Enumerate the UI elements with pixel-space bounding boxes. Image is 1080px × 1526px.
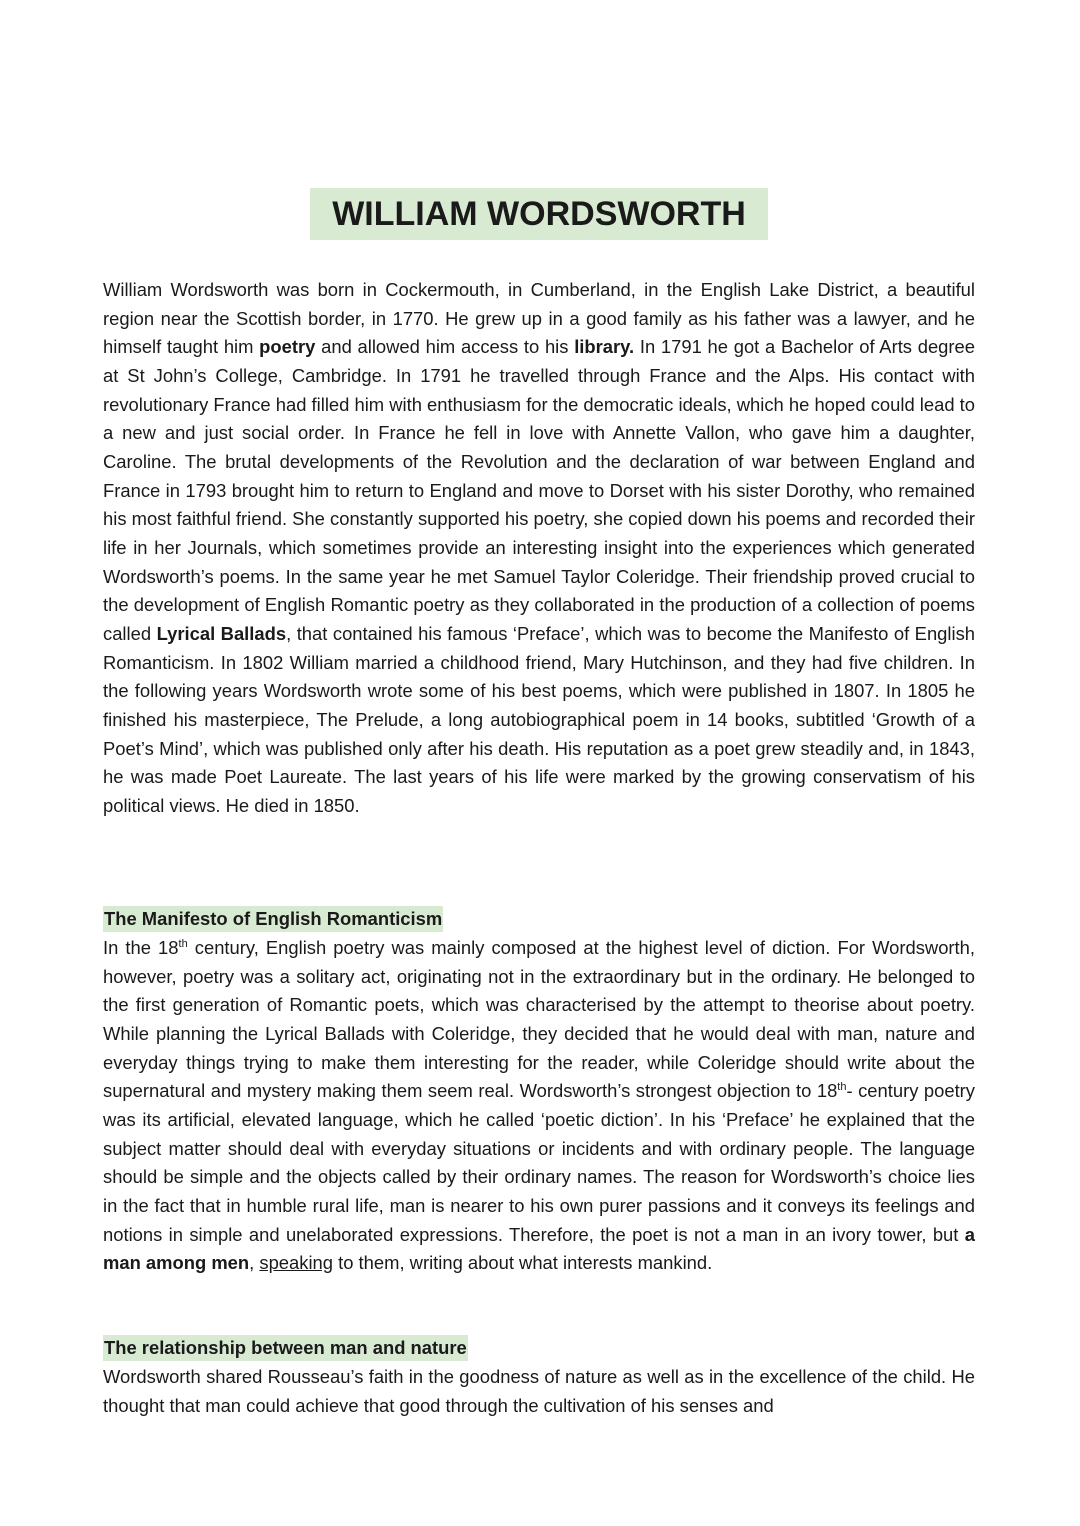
manifesto-paragraph: In the 18th century, English poetry was mainly composed at the highest level of diction. For Wordsworth, however, poetry was a solitary act, originating not in the extraordinary but in the ordinary. He belonged to the first generation of Romantic poets, which was characterised by the attempt to theorise about poetry. While planning the Lyrical Ballads with Coleridge, they decided that he would deal with man, nature and everyday things trying to make them interesting for the reader, while Coleridge should write about the supernatural and mystery making them seem real. Wordsworth’s strongest objection to 18th- century poetry was its artificial, elevated language, which he called ‘poetic diction’. In his ‘Preface’ he explained that the subject matter should deal with everyday situations or incidents and with ordinary people. The language should be simple and the objects called by their ordinary names. The reason for Wordsworth’s choice lies in the fact that in humble rural life, man is nearer to his own purer passions and it conveys its feelings and notions in simple and unelaborated expressions. Therefore, the poet is not a man in an ivory tower, but a man among men, speaking to them, writing about what interests mankind.	[103, 937, 975, 1274]
section-heading-nature: The relationship between man and nature	[103, 1335, 468, 1361]
bold-library: library.	[574, 336, 635, 358]
biography-paragraph: William Wordsworth was born in Cockermouth, in Cumberland, in the English Lake District, a beautiful region near the Scottish border, in 1770. He grew up in a good family as his father was a lawyer, and he himself taught him poetry and allowed him access to his library. In 1791 he got a Bachelor of Arts degree at St John’s College, Cambridge. In 1791 he travelled through France and the Alps. His contact with revolutionary France had filled him with enthusiasm for the democratic ideals, which he hoped could lead to a new and just social order. In France he fell in love with Annette Vallon, who gave him a daughter, Caroline. The brutal developments of the Revolution and the declaration of war between England and France in 1793 brought him to return to England and move to Dorset with his sister Dorothy, who remained his most faithful friend. She constantly supported his poetry, she copied down his poems and recorded their life in her Journals, which sometimes provide an interesting insight into the experiences which generated Wordsworth’s poems. In the same year he met Samuel Taylor Coleridge. Their friendship proved crucial to the development of English Romantic poetry as they collaborated in the production of a collection of poems called Lyrical Ballads, that contained his famous ‘Preface’, which was to become the Manifesto of English Romanticism. In 1802 William married a childhood friend, Mary Hutchinson, and they had five children. In the following years Wordsworth wrote some of his best poems, which were published in 1807. In 1805 he finished his masterpiece, The Prelude, a long autobiographical poem in 14 books, subtitled ‘Growth of a Poet’s Mind’, which was published only after his death. His reputation as a poet grew steadily and, in 1843, he was made Poet Laureate. The last years of his life were marked by the growing conservatism of his political views. He died in 1850.	[103, 279, 976, 816]
underlined-speaking: speaking	[259, 1252, 333, 1274]
bold-lyrical-ballads: Lyrical Ballads	[156, 622, 287, 644]
page-title: WILLIAM WORDSWORTH	[310, 188, 768, 240]
nature-paragraph: Wordsworth shared Rousseau’s faith in the goodness of nature as well as in the excellence of the child. He thought that man could achieve that good through the cultivation of his senses and	[103, 1366, 975, 1416]
bold-man-among-men: a man among men	[103, 1223, 975, 1274]
bold-poetry: poetry	[259, 336, 316, 358]
section-heading-manifesto: The Manifesto of English Romanticism	[103, 906, 443, 932]
